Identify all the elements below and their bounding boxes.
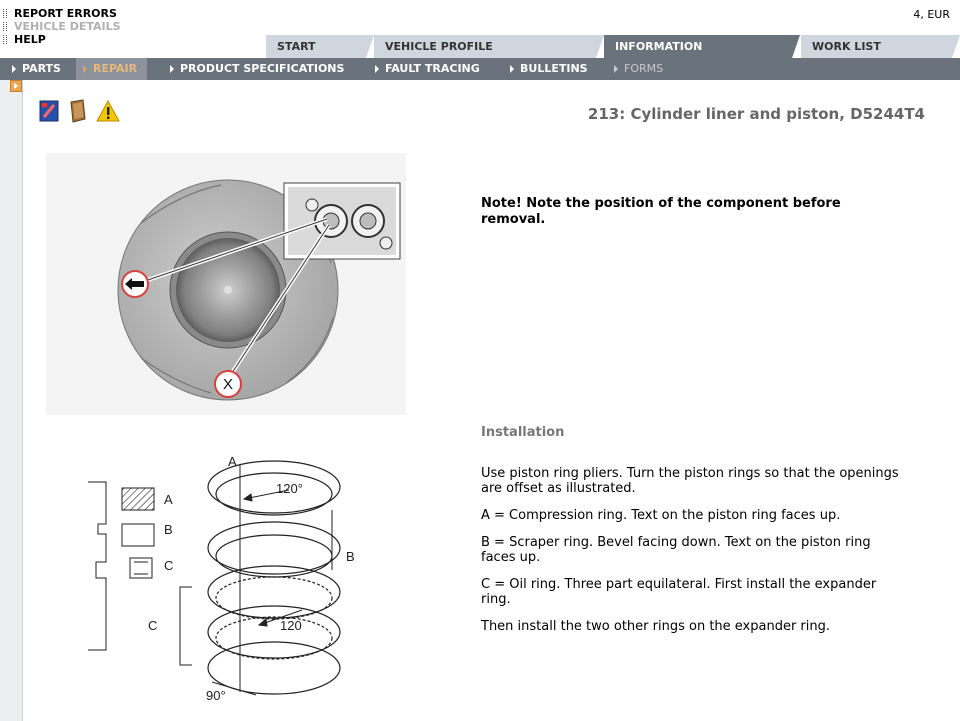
document-toolbar xyxy=(38,99,118,123)
nav-bulletins[interactable]: BULLETINS xyxy=(510,58,588,80)
left-sidebar xyxy=(0,80,23,721)
installation-paragraph: C = Oil ring. Three part equilateral. First install the expander ring. xyxy=(481,577,877,607)
grip-icon xyxy=(3,9,7,18)
installation-text xyxy=(481,466,901,646)
installation-heading: Installation xyxy=(481,425,565,440)
arrow-right-icon xyxy=(510,65,514,73)
installation-paragraph: A = Compression ring. Text on the piston ring faces up. xyxy=(481,508,841,523)
angle-90-bottom: 90° xyxy=(206,688,226,703)
label-c: C xyxy=(164,558,174,573)
vehicle-details-link: VEHICLE DETAILS xyxy=(3,20,121,33)
angle-120-top: 120° xyxy=(276,481,303,496)
installation-paragraph: Use piston ring pliers. Turn the piston rings so that the openings are offset as illustrated. xyxy=(481,466,899,496)
label-c-side: C xyxy=(148,618,158,633)
tab-vehicle-profile[interactable]: VEHICLE PROFILE xyxy=(374,35,596,58)
tab-information[interactable]: INFORMATION xyxy=(604,35,792,58)
currency-indicator: 4, EUR xyxy=(913,8,950,21)
label-b-side: B xyxy=(346,549,355,564)
installation-paragraph: Then install the two other rings on the expander ring. xyxy=(481,619,831,634)
arrow-right-icon xyxy=(375,65,379,73)
nav-forms: FORMS xyxy=(614,58,663,80)
nav-product-specifications[interactable]: PRODUCT SPECIFICATIONS xyxy=(170,58,344,80)
nav-repair[interactable]: REPAIR xyxy=(76,58,147,80)
installation-paragraph: B = Scraper ring. Bevel facing down. Text on the piston ring faces up. xyxy=(481,535,871,565)
label-b: B xyxy=(164,522,173,537)
main-tabs xyxy=(0,35,960,58)
report-errors-link[interactable]: REPORT ERRORS xyxy=(3,7,121,20)
piston-ring-diagram xyxy=(84,450,374,715)
tab-work-list[interactable]: WORK LIST xyxy=(801,35,952,58)
page-title: 213: Cylinder liner and piston, D5244T4 xyxy=(587,105,925,123)
tool-icon[interactable] xyxy=(38,99,60,123)
tab-start[interactable]: START xyxy=(266,35,366,58)
arrow-right-icon xyxy=(170,65,174,73)
nav-parts[interactable]: PARTS xyxy=(12,58,61,80)
removal-note: Note! Note the position of the component before removal. xyxy=(481,196,841,227)
arrow-right-icon xyxy=(12,65,16,73)
expand-sidebar-icon[interactable] xyxy=(10,80,22,92)
warning-icon[interactable] xyxy=(96,99,118,123)
nav-fault-tracing[interactable]: FAULT TRACING xyxy=(375,58,480,80)
help-link[interactable]: HELP xyxy=(3,33,121,46)
label-a: A xyxy=(164,492,173,507)
arrow-right-icon xyxy=(83,65,87,73)
grip-icon xyxy=(3,22,7,31)
manual-book-icon[interactable] xyxy=(67,99,89,123)
callout-x-label: X xyxy=(222,376,234,393)
arrow-right-icon xyxy=(614,65,618,73)
sub-navigation xyxy=(0,58,960,80)
label-a-top: A xyxy=(228,454,237,469)
angle-120-mid: 120 xyxy=(280,618,302,633)
piston-top-illustration xyxy=(46,153,406,415)
